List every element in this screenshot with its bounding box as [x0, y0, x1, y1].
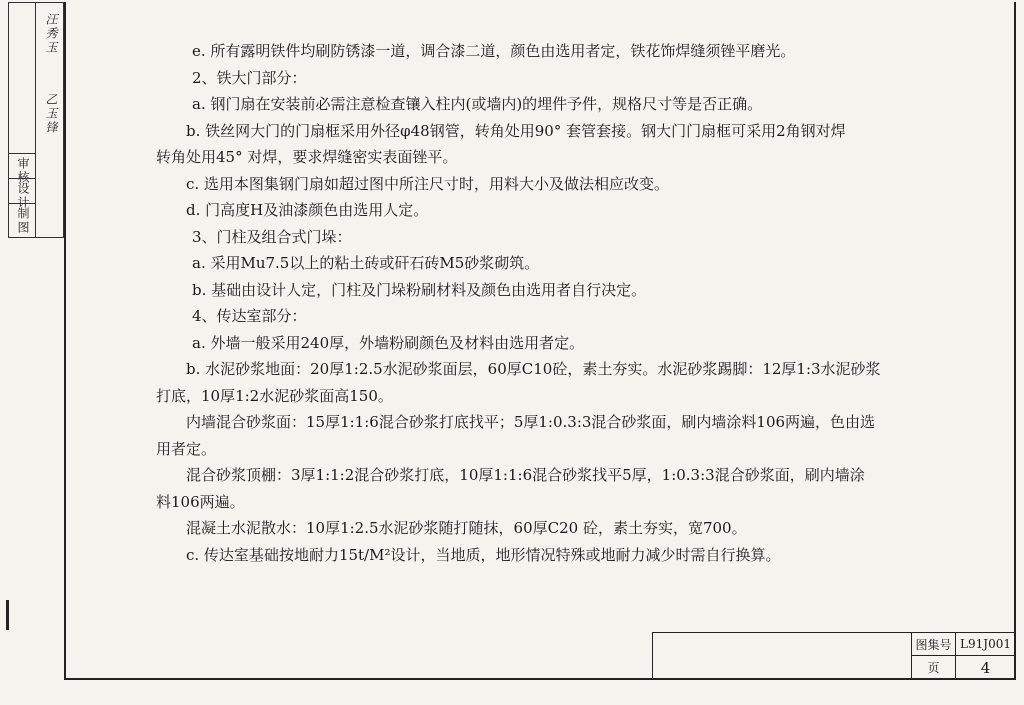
spec-notes: [156, 38, 946, 568]
note-line: 4、传达室部分：: [192, 307, 307, 325]
signature-1: 汪秀玉: [44, 13, 58, 55]
note-line: 混凝土水泥散水：10厚1:2.5水泥砂浆随打随抹，60厚C20 砼，素土夯实，宽700。: [186, 519, 747, 537]
note-line: 内墙混合砂浆面：15厚1:1:6混合砂浆打底找平；5厚1:0.3:3混合砂浆面，刷内墙涂料106两遍，色由选: [186, 413, 876, 431]
note-line: c. 传达室基础按地耐力15t/M²设计，当地质，地形情况特殊或地耐力减少时需自行换算。: [186, 545, 781, 564]
note-line: a. 采用Mu7.5以上的粘土砖或矸石砖M5砂浆砌筑。: [192, 254, 540, 272]
title-block: [652, 632, 1016, 680]
atlas-label: 图集号: [911, 633, 955, 655]
note-line: d. 门高度H及油漆颜色由选用人定。: [186, 201, 429, 219]
note-line: 3、门柱及组合式门垛：: [192, 227, 352, 246]
note-line: 打底，10厚1:2水泥砂浆面高150。: [156, 386, 393, 405]
page-number: 4: [955, 655, 1015, 679]
margin-mark: [6, 600, 9, 630]
page-label: 页: [911, 655, 955, 679]
note-line: 转角处用45° 对焊，要求焊缝密实表面锉平。: [156, 148, 458, 166]
note-line: b. 水泥砂浆地面：20厚1:2.5水泥砂浆面层，60厚C10砼，素土夯实。水泥砂浆踢脚：12厚1:3水泥砂浆: [186, 360, 881, 378]
note-line: 用者定。: [156, 439, 217, 458]
note-line: a. 钢门扇在安装前必需注意检查镶入柱内(或墙内)的埋件予件，规格尺寸等是否正确。: [192, 95, 763, 113]
note-line: 2、铁大门部分：: [192, 68, 307, 87]
approval-strip: [8, 2, 64, 238]
side-label-design: 设计: [16, 182, 30, 210]
note-line: b. 铁丝网大门的门扇框采用外径φ48钢管，转角处用90° 套管套接。钢大门门扇框可采用2角钢对焊: [186, 121, 846, 140]
note-line: 混合砂浆顶棚：3厚1:1:2混合砂浆打底，10厚1:1:6混合砂浆找平5厚，1:0.3:3混合砂浆面，刷内墙涂: [186, 466, 865, 484]
note-line: c. 选用本图集钢门扇如超过图中所注尺寸时，用料大小及做法相应改变。: [186, 174, 669, 193]
signature-2: 乙玉锋: [44, 93, 58, 135]
note-line: 料106两遍。: [156, 492, 245, 511]
note-line: e. 所有露明铁件均刷防锈漆一道，调合漆二道，颜色由选用者定，铁花饰焊缝须锉平磨光。: [192, 42, 796, 60]
atlas-number: L91J001: [955, 633, 1015, 655]
side-label-drawing: 制图: [16, 207, 30, 235]
note-line: b. 基础由设计人定，门柱及门垛粉刷材料及颜色由选用者自行决定。: [192, 280, 647, 299]
side-label-review: 审核: [16, 157, 30, 185]
note-line: a. 外墙一般采用240厚，外墙粉刷颜色及材料由选用者定。: [192, 333, 585, 352]
